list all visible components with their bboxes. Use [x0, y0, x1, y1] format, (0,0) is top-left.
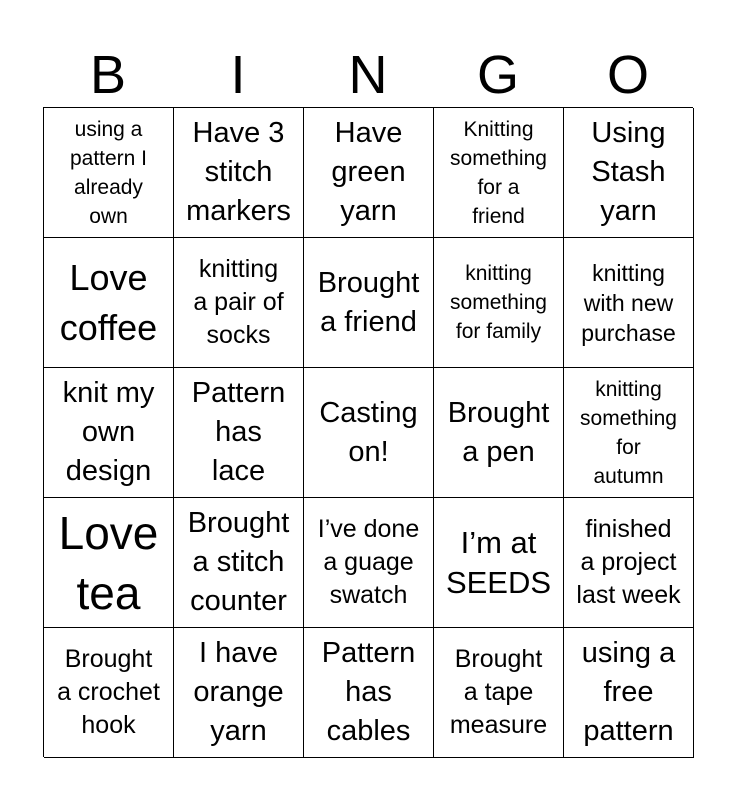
bingo-cell[interactable]: Have green yarn: [304, 108, 434, 238]
header-letter-g: G: [476, 45, 519, 105]
bingo-cell[interactable]: Brought a friend: [304, 238, 434, 368]
bingo-cell[interactable]: Casting on!: [304, 368, 434, 498]
bingo-cell[interactable]: Have 3 stitch markers: [174, 108, 304, 238]
header-letter-i: I: [230, 45, 246, 105]
bingo-cell[interactable]: Using Stash yarn: [564, 108, 694, 238]
bingo-cell[interactable]: Love coffee: [44, 238, 174, 368]
bingo-cell[interactable]: knitting with new purchase: [564, 238, 694, 368]
bingo-cell[interactable]: knitting a pair of socks: [174, 238, 304, 368]
bingo-cell[interactable]: Knitting something for a friend: [434, 108, 564, 238]
bingo-cell[interactable]: I’m at SEEDS: [434, 498, 564, 628]
bingo-cell[interactable]: I have orange yarn: [174, 628, 304, 758]
bingo-cell[interactable]: using a free pattern: [564, 628, 694, 758]
bingo-cell[interactable]: Brought a crochet hook: [44, 628, 174, 758]
bingo-cell[interactable]: Pattern has cables: [304, 628, 434, 758]
bingo-cell[interactable]: knitting something for autumn: [564, 368, 694, 498]
bingo-cell[interactable]: using a pattern I already own: [44, 108, 174, 238]
bingo-cell[interactable]: knitting something for family: [434, 238, 564, 368]
bingo-cell[interactable]: Love tea: [44, 498, 174, 628]
bingo-cell[interactable]: Pattern has lace: [174, 368, 304, 498]
header-letter-b: B: [89, 45, 127, 105]
bingo-cell[interactable]: Brought a stitch counter: [174, 498, 304, 628]
bingo-cell[interactable]: finished a project last week: [564, 498, 694, 628]
header-letter-o: O: [606, 45, 649, 105]
bingo-header: [43, 42, 693, 108]
bingo-cell[interactable]: I’ve done a guage swatch: [304, 498, 434, 628]
bingo-cell[interactable]: Brought a pen: [434, 368, 564, 498]
header-letter-n: N: [348, 45, 388, 105]
bingo-cell[interactable]: knit my own design: [44, 368, 174, 498]
bingo-board: [43, 107, 693, 757]
bingo-cell[interactable]: Brought a tape measure: [434, 628, 564, 758]
